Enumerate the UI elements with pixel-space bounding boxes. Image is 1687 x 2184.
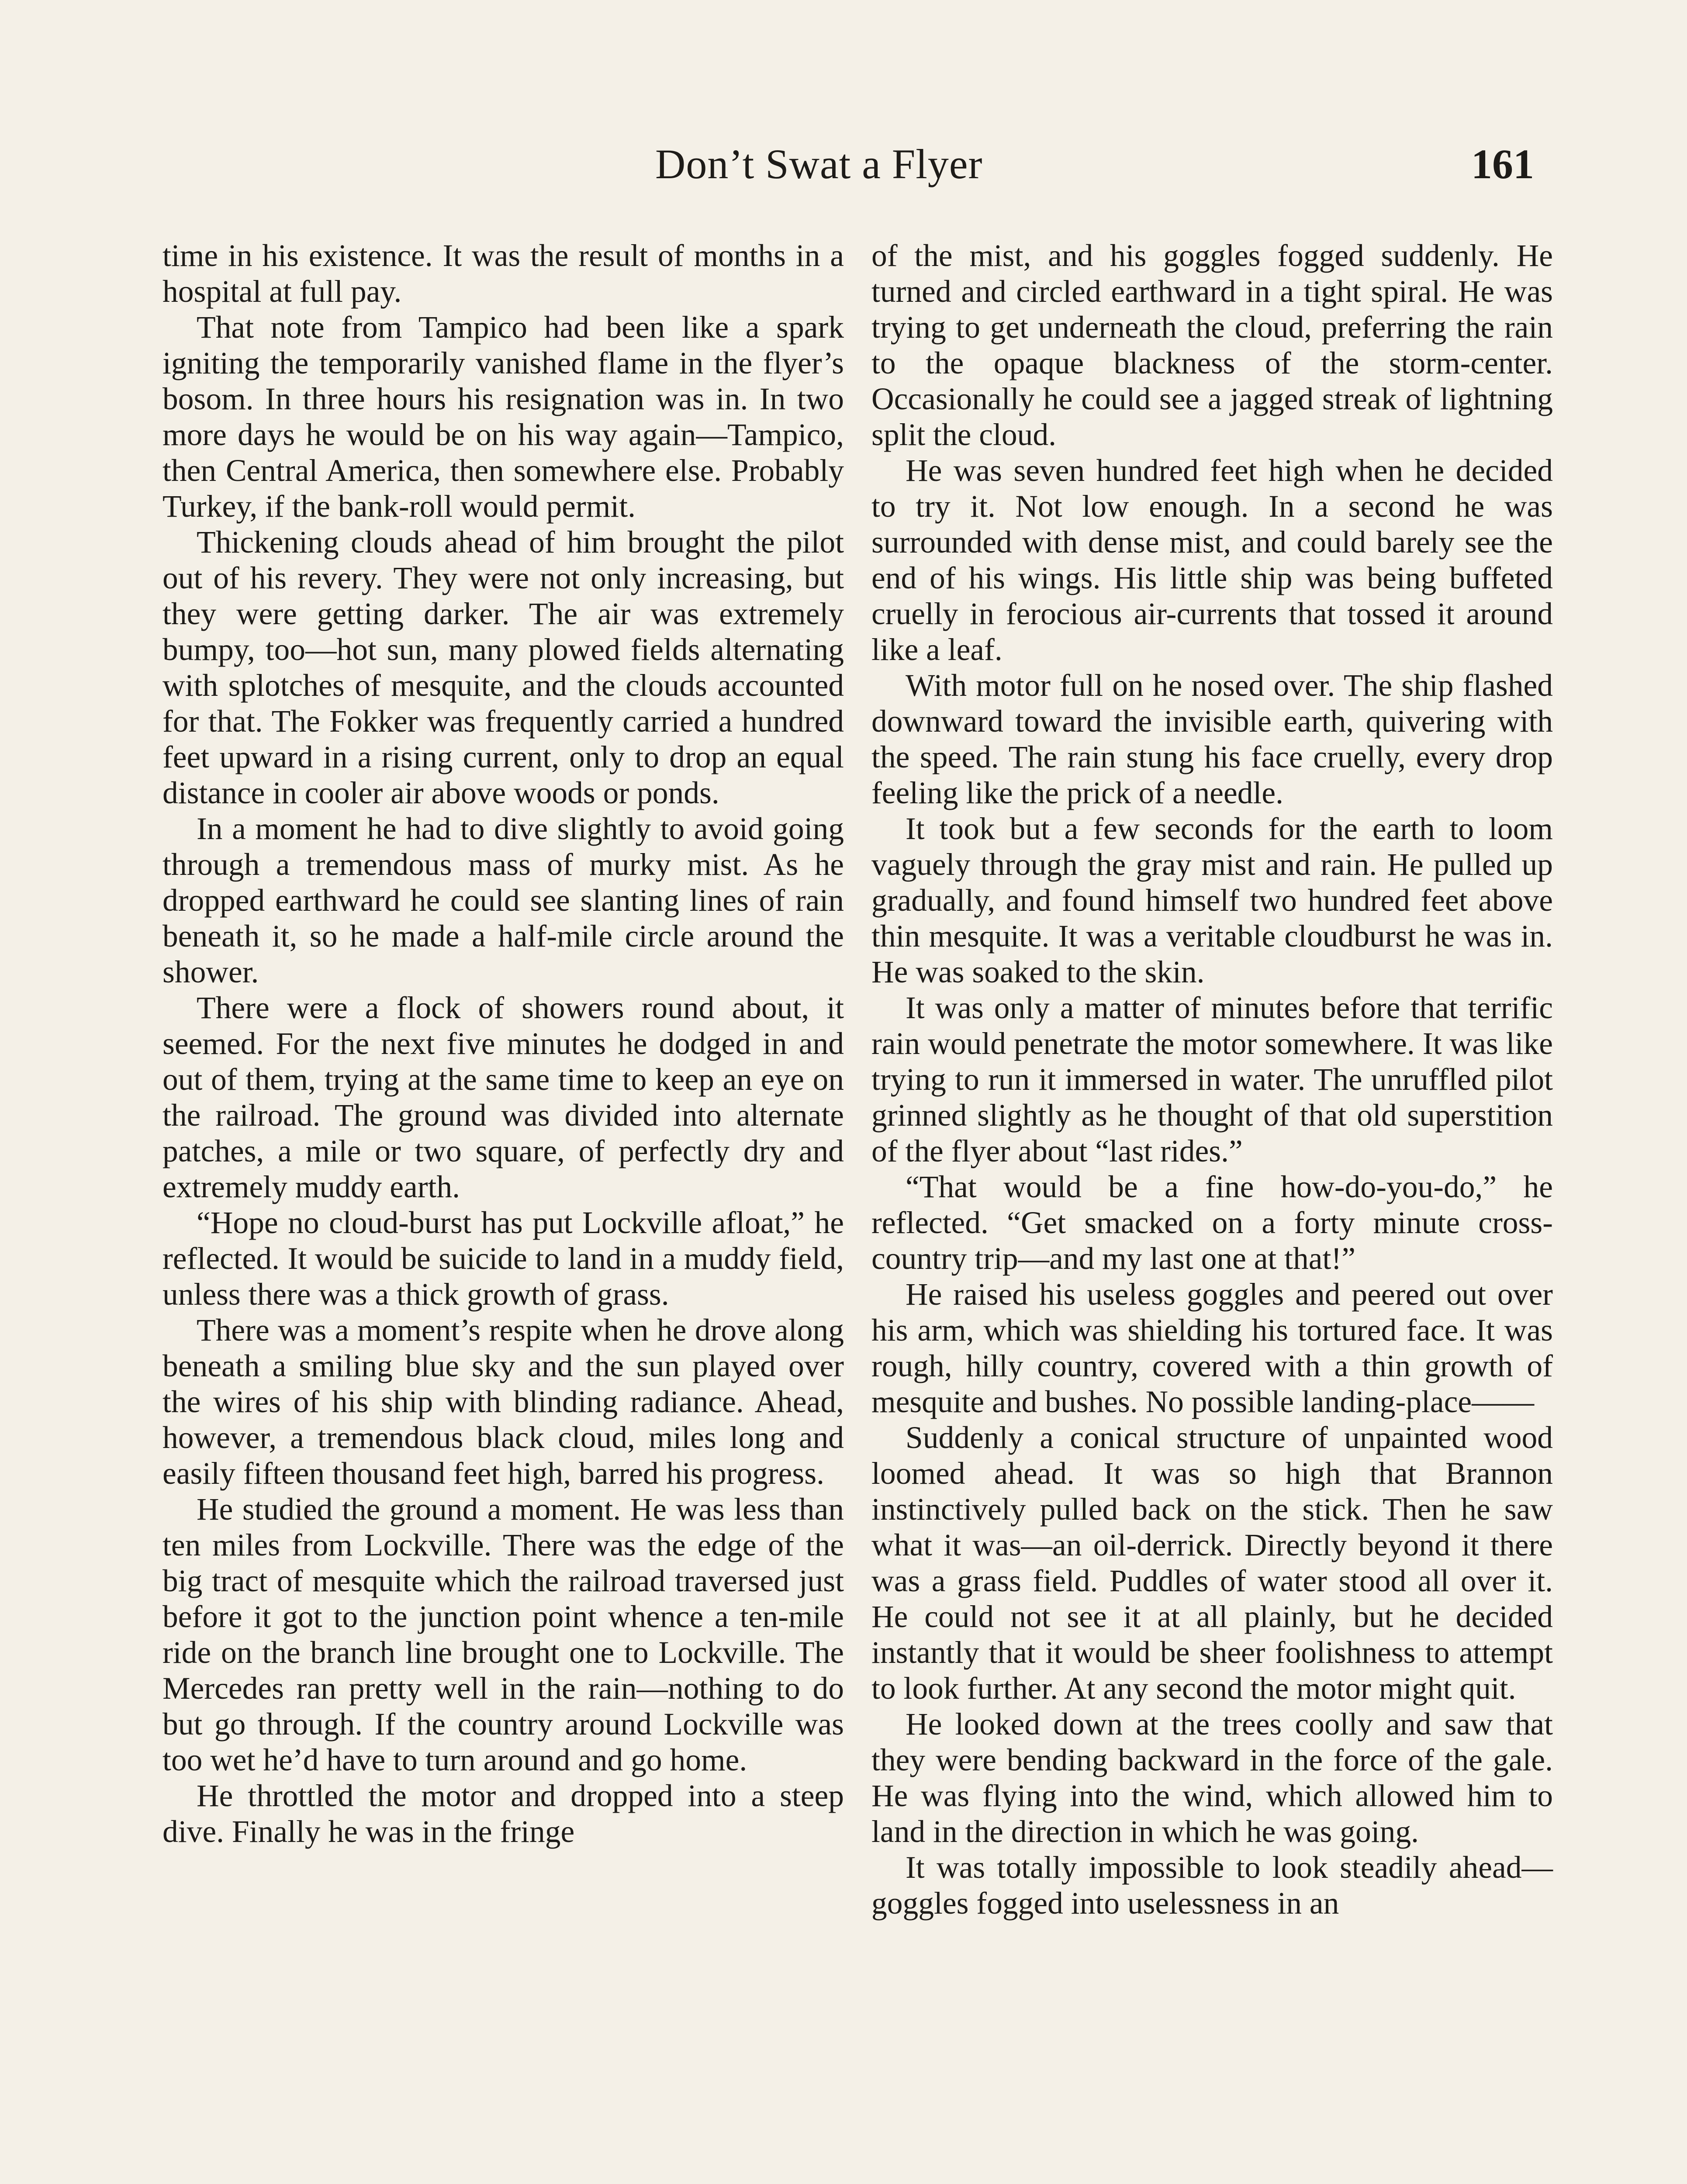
page-number: 161 [1471, 141, 1534, 187]
paragraph: time in his existence. It was the result of months in a hospital at full pay. [162, 238, 844, 309]
paragraph: He throttled the motor and dropped into a steep dive. Finally he was in the fringe [162, 1779, 844, 1849]
paragraph: Suddenly a conical structure of unpainted wood loomed ahead. It was so high that Brannon instinctively pulled back on the stick. Then he saw what it was—an oil-derrick. Directly beyond it there was a grass field. Puddles of water stood all over it. He could not see it at all plainly, but he decided instantly that it would be sheer foolishness to attempt to look further. At any second the motor might quit. [871, 1420, 1553, 1706]
paragraph: There was a moment’s respite when he drove along beneath a smiling blue sky and the sun played over the wires of his ship with blinding radiance. Ahead, however, a tremendous black cloud, miles long and easily fifteen thousand feet high, barred his progress. [162, 1313, 844, 1491]
paragraph: of the mist, and his goggles fogged suddenly. He turned and circled earthward in a tight spiral. He was trying to get underneath the cloud, preferring the rain to the opaque blackness of the storm-center. Occasionally he could see a jagged streak of lightning split the cloud. [871, 238, 1553, 452]
paragraph: With motor full on he nosed over. The ship flashed downward toward the invisible earth, quivering with the speed. The rain stung his face cruelly, every drop feeling like the prick of a needle. [871, 668, 1553, 810]
paragraph: He studied the ground a moment. He was less than ten miles from Lockville. There was the edge of the big tract of mesquite which the railroad traversed just before it got to the junction point whence a ten-mile ride on the branch line brought one to Lockville. The Mercedes ran pretty well in the rain—nothing to do but go through. If the country around Lockville was too wet he’d have to turn around and go home. [162, 1492, 844, 1777]
paragraph: That note from Tampico had been like a spark igniting the temporarily vanished flame in the flyer’s bosom. In three hours his resignation was in. In two more days he would be on his way again—Tampico, then Central America, then somewhere else. Probably Turkey, if the bank-roll would permit. [162, 310, 844, 524]
left-column [162, 238, 844, 1850]
paragraph: “Hope no cloud-burst has put Lockville afloat,” he reflected. It would be suicide to land in a muddy field, unless there was a thick growth of grass. [162, 1206, 844, 1312]
paragraph: It took but a few seconds for the earth to loom vaguely through the gray mist and rain. He pulled up gradually, and found himself two hundred feet above thin mesquite. It was a veritable cloudburst he was in. He was soaked to the skin. [871, 812, 1553, 989]
paragraph: He was seven hundred feet high when he decided to try it. Not low enough. In a second he was surrounded with dense mist, and could barely see the end of his wings. His little ship was being buffeted cruelly in ferocious air-currents that tossed it around like a leaf. [871, 453, 1553, 667]
paragraph: In a moment he had to dive slightly to avoid going through a tremendous mass of murky mist. As he dropped earthward he could see slanting lines of rain beneath it, so he made a half-mile circle around the shower. [162, 812, 844, 989]
paragraph: It was only a matter of minutes before that terrific rain would penetrate the motor somewhere. It was like trying to run it immersed in water. The unruffled pilot grinned slightly as he thought of that old superstition of the flyer about “last rides.” [871, 991, 1553, 1168]
running-title: Don’t Swat a Flyer [655, 141, 983, 187]
right-column [871, 238, 1553, 1921]
paragraph: He looked down at the trees coolly and saw that they were bending backward in the force of the gale. He was flying into the wind, which allowed him to land in the direction in which he was going. [871, 1707, 1553, 1849]
paragraph: It was totally impossible to look steadily ahead—goggles fogged into uselessness in an [871, 1850, 1553, 1921]
paragraph: He raised his useless goggles and peered out over his arm, which was shielding his tortured face. It was rough, hilly country, covered with a thin growth of mesquite and bushes. No possible landing-place—— [871, 1277, 1553, 1419]
paragraph: There were a flock of showers round about, it seemed. For the next five minutes he dodged in and out of them, trying at the same time to keep an eye on the railroad. The ground was divided into alternate patches, a mile or two square, of perfectly dry and extremely muddy earth. [162, 991, 844, 1204]
paragraph: “That would be a fine how-do-you-do,” he reflected. “Get smacked on a forty minute cross-country trip—and my last one at that!” [871, 1170, 1553, 1276]
paragraph: Thickening clouds ahead of him brought the pilot out of his revery. They were not only increasing, but they were getting darker. The air was extremely bumpy, too—hot sun, many plowed fields alternating with splotches of mesquite, and the clouds accounted for that. The Fokker was frequently carried a hundred feet upward in a rising current, only to drop an equal distance in cooler air above woods or ponds. [162, 525, 844, 810]
